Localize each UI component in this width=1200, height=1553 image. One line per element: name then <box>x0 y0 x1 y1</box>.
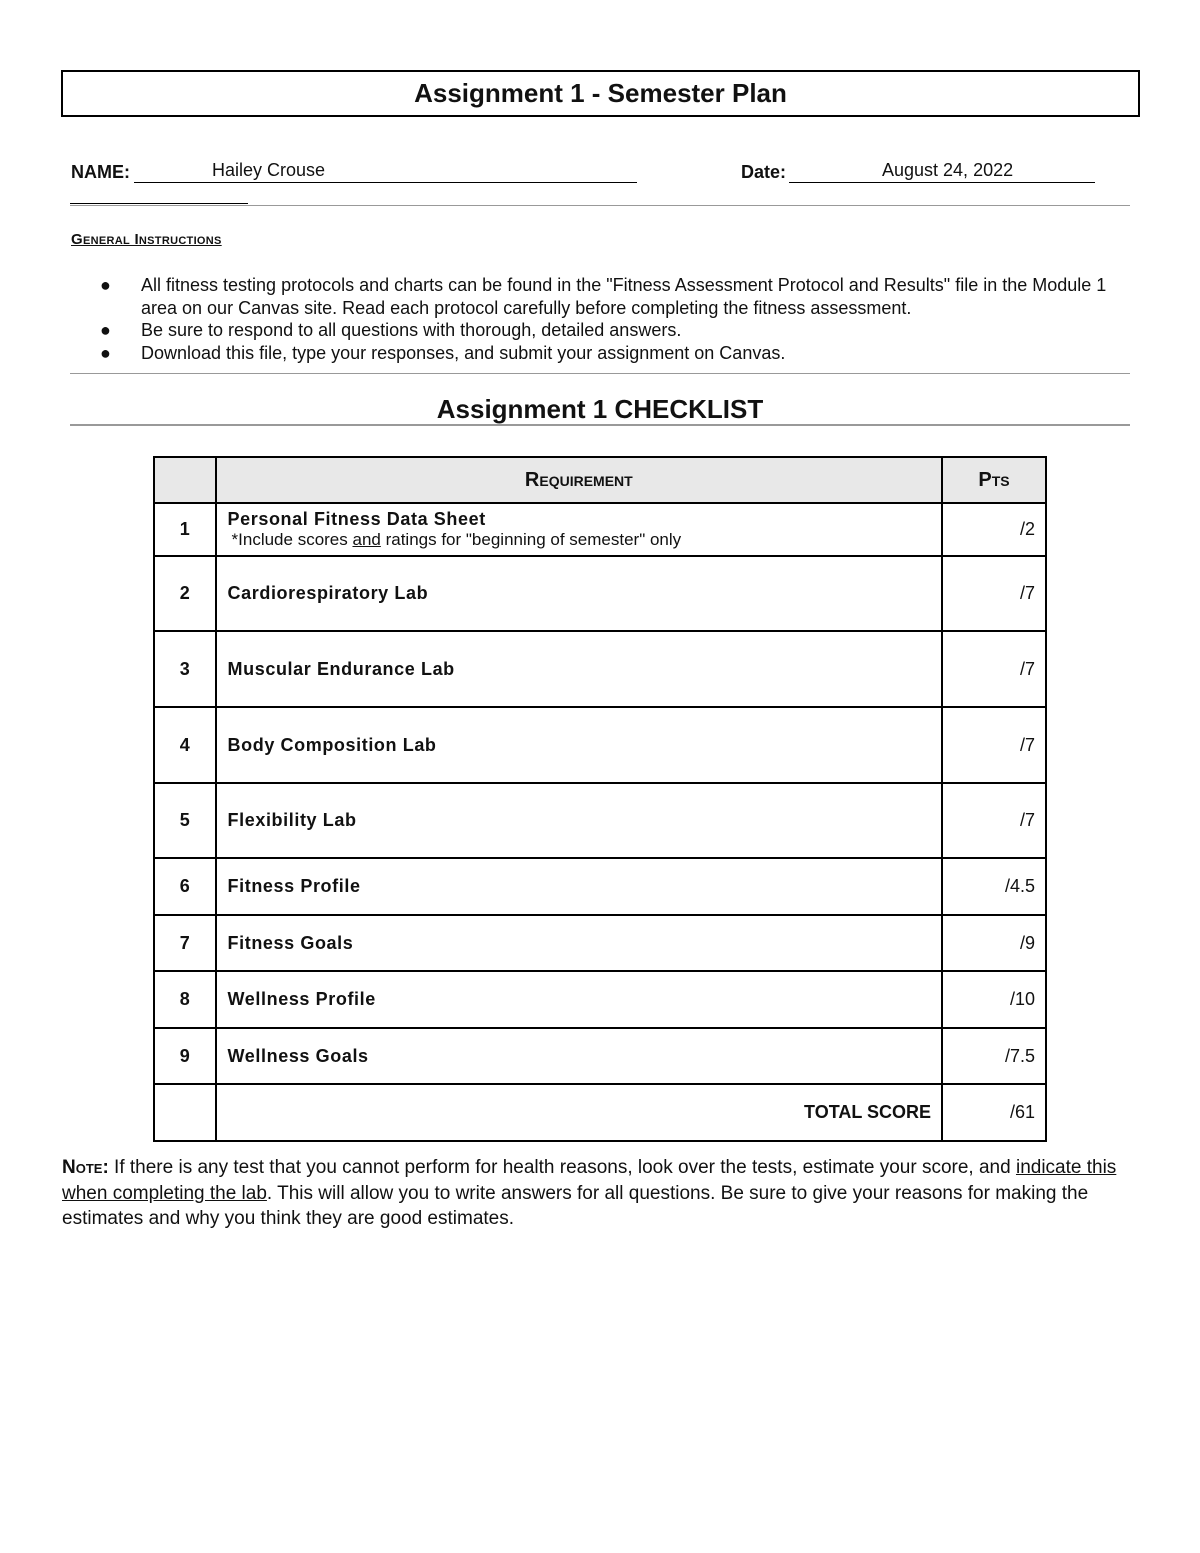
total-score-label: TOTAL SCORE <box>216 1084 943 1141</box>
name-field[interactable] <box>134 160 637 183</box>
row-requirement <box>216 503 943 556</box>
table-row <box>154 503 1046 556</box>
header-cell-number <box>154 457 216 503</box>
row-points: /4.5 <box>942 858 1046 915</box>
row-points: /7.5 <box>942 1028 1046 1084</box>
date-field[interactable] <box>789 160 1095 183</box>
row-points: /7 <box>942 631 1046 707</box>
general-instructions-heading: General Instructions <box>71 231 222 248</box>
row-number: 6 <box>154 858 216 915</box>
total-empty-cell <box>154 1084 216 1141</box>
row-points: /2 <box>942 503 1046 556</box>
row-requirement: Fitness Profile <box>216 858 943 915</box>
table-row <box>154 556 1046 631</box>
row-points: /7 <box>942 556 1046 631</box>
header-cell-requirement: Requirement <box>216 457 943 503</box>
name-label: NAME: <box>71 162 130 182</box>
row-requirement: Wellness Goals <box>216 1028 943 1084</box>
header-divider <box>70 205 1130 206</box>
table-total-row <box>154 1084 1046 1141</box>
row-number: 8 <box>154 971 216 1028</box>
header-cell-pts: Pts <box>942 457 1046 503</box>
checklist-heading: Assignment 1 CHECKLIST <box>436 394 764 424</box>
requirement-title: Personal Fitness Data Sheet <box>227 509 486 529</box>
row-requirement: Muscular Endurance Lab <box>216 631 943 707</box>
date-label: Date: <box>741 162 787 182</box>
row-points: /10 <box>942 971 1046 1028</box>
checklist-table <box>153 456 1047 1142</box>
total-score-points: /61 <box>942 1084 1046 1141</box>
table-row <box>154 783 1046 858</box>
name-value: Hailey Crouse <box>212 160 326 180</box>
instructions-divider <box>70 373 1130 374</box>
bullet-icon: ● <box>100 342 111 363</box>
table-row <box>154 631 1046 707</box>
row-number: 9 <box>154 1028 216 1084</box>
row-requirement: Cardiorespiratory Lab <box>216 556 943 631</box>
date-value: August 24, 2022 <box>882 160 1014 180</box>
name-field-continuation-line <box>70 203 248 204</box>
bullet-icon: ● <box>100 320 111 340</box>
row-points: /7 <box>942 707 1046 783</box>
table-row <box>154 915 1046 971</box>
row-requirement: Wellness Profile <box>216 971 943 1028</box>
page-title-box <box>61 70 1140 117</box>
note-label: Note: <box>62 1157 109 1178</box>
table-row <box>154 858 1046 915</box>
row-points: /9 <box>942 915 1046 971</box>
bullet-icon: ● <box>100 275 111 295</box>
row-number: 1 <box>154 503 216 556</box>
table-row <box>154 971 1046 1028</box>
table-row <box>154 1028 1046 1084</box>
row-number: 2 <box>154 556 216 631</box>
row-requirement: Flexibility Lab <box>216 783 943 858</box>
list-item: ● Download this file, type your responses, and submit your assignment on Canvas. <box>100 342 786 363</box>
row-number: 7 <box>154 915 216 971</box>
checklist-heading-rule <box>70 424 1130 426</box>
page-title: Assignment 1 - Semester Plan <box>414 78 787 108</box>
list-item: ● All fitness testing protocols and charts can be found in the "Fitness Assessment Protocol and Results" file in the Module 1 area on our Canvas site. Read each protocol carefully before completing the fitness assessment. <box>100 275 1107 318</box>
row-requirement: Fitness Goals <box>216 915 943 971</box>
row-number: 3 <box>154 631 216 707</box>
note-paragraph: Note: If there is any test that you cannot perform for health reasons, look over the tests, estimate your score, and indicate this when completing the lab. This will allow you to write answers for all questions. Be sure to give your reasons for making the estimates and why you think they are good estimates. <box>62 1157 1117 1229</box>
table-header-row <box>154 457 1046 503</box>
row-number: 4 <box>154 707 216 783</box>
instructions-list <box>100 274 1120 364</box>
note-underlined-text: indicate this when completing the lab <box>62 1157 1117 1204</box>
requirement-note: *Include scores and ratings for "beginning of semester" only <box>231 530 682 549</box>
row-number: 5 <box>154 783 216 858</box>
list-item: ● Be sure to respond to all questions with thorough, detailed answers. <box>100 320 682 340</box>
table-row <box>154 707 1046 783</box>
row-requirement: Body Composition Lab <box>216 707 943 783</box>
row-points: /7 <box>942 783 1046 858</box>
